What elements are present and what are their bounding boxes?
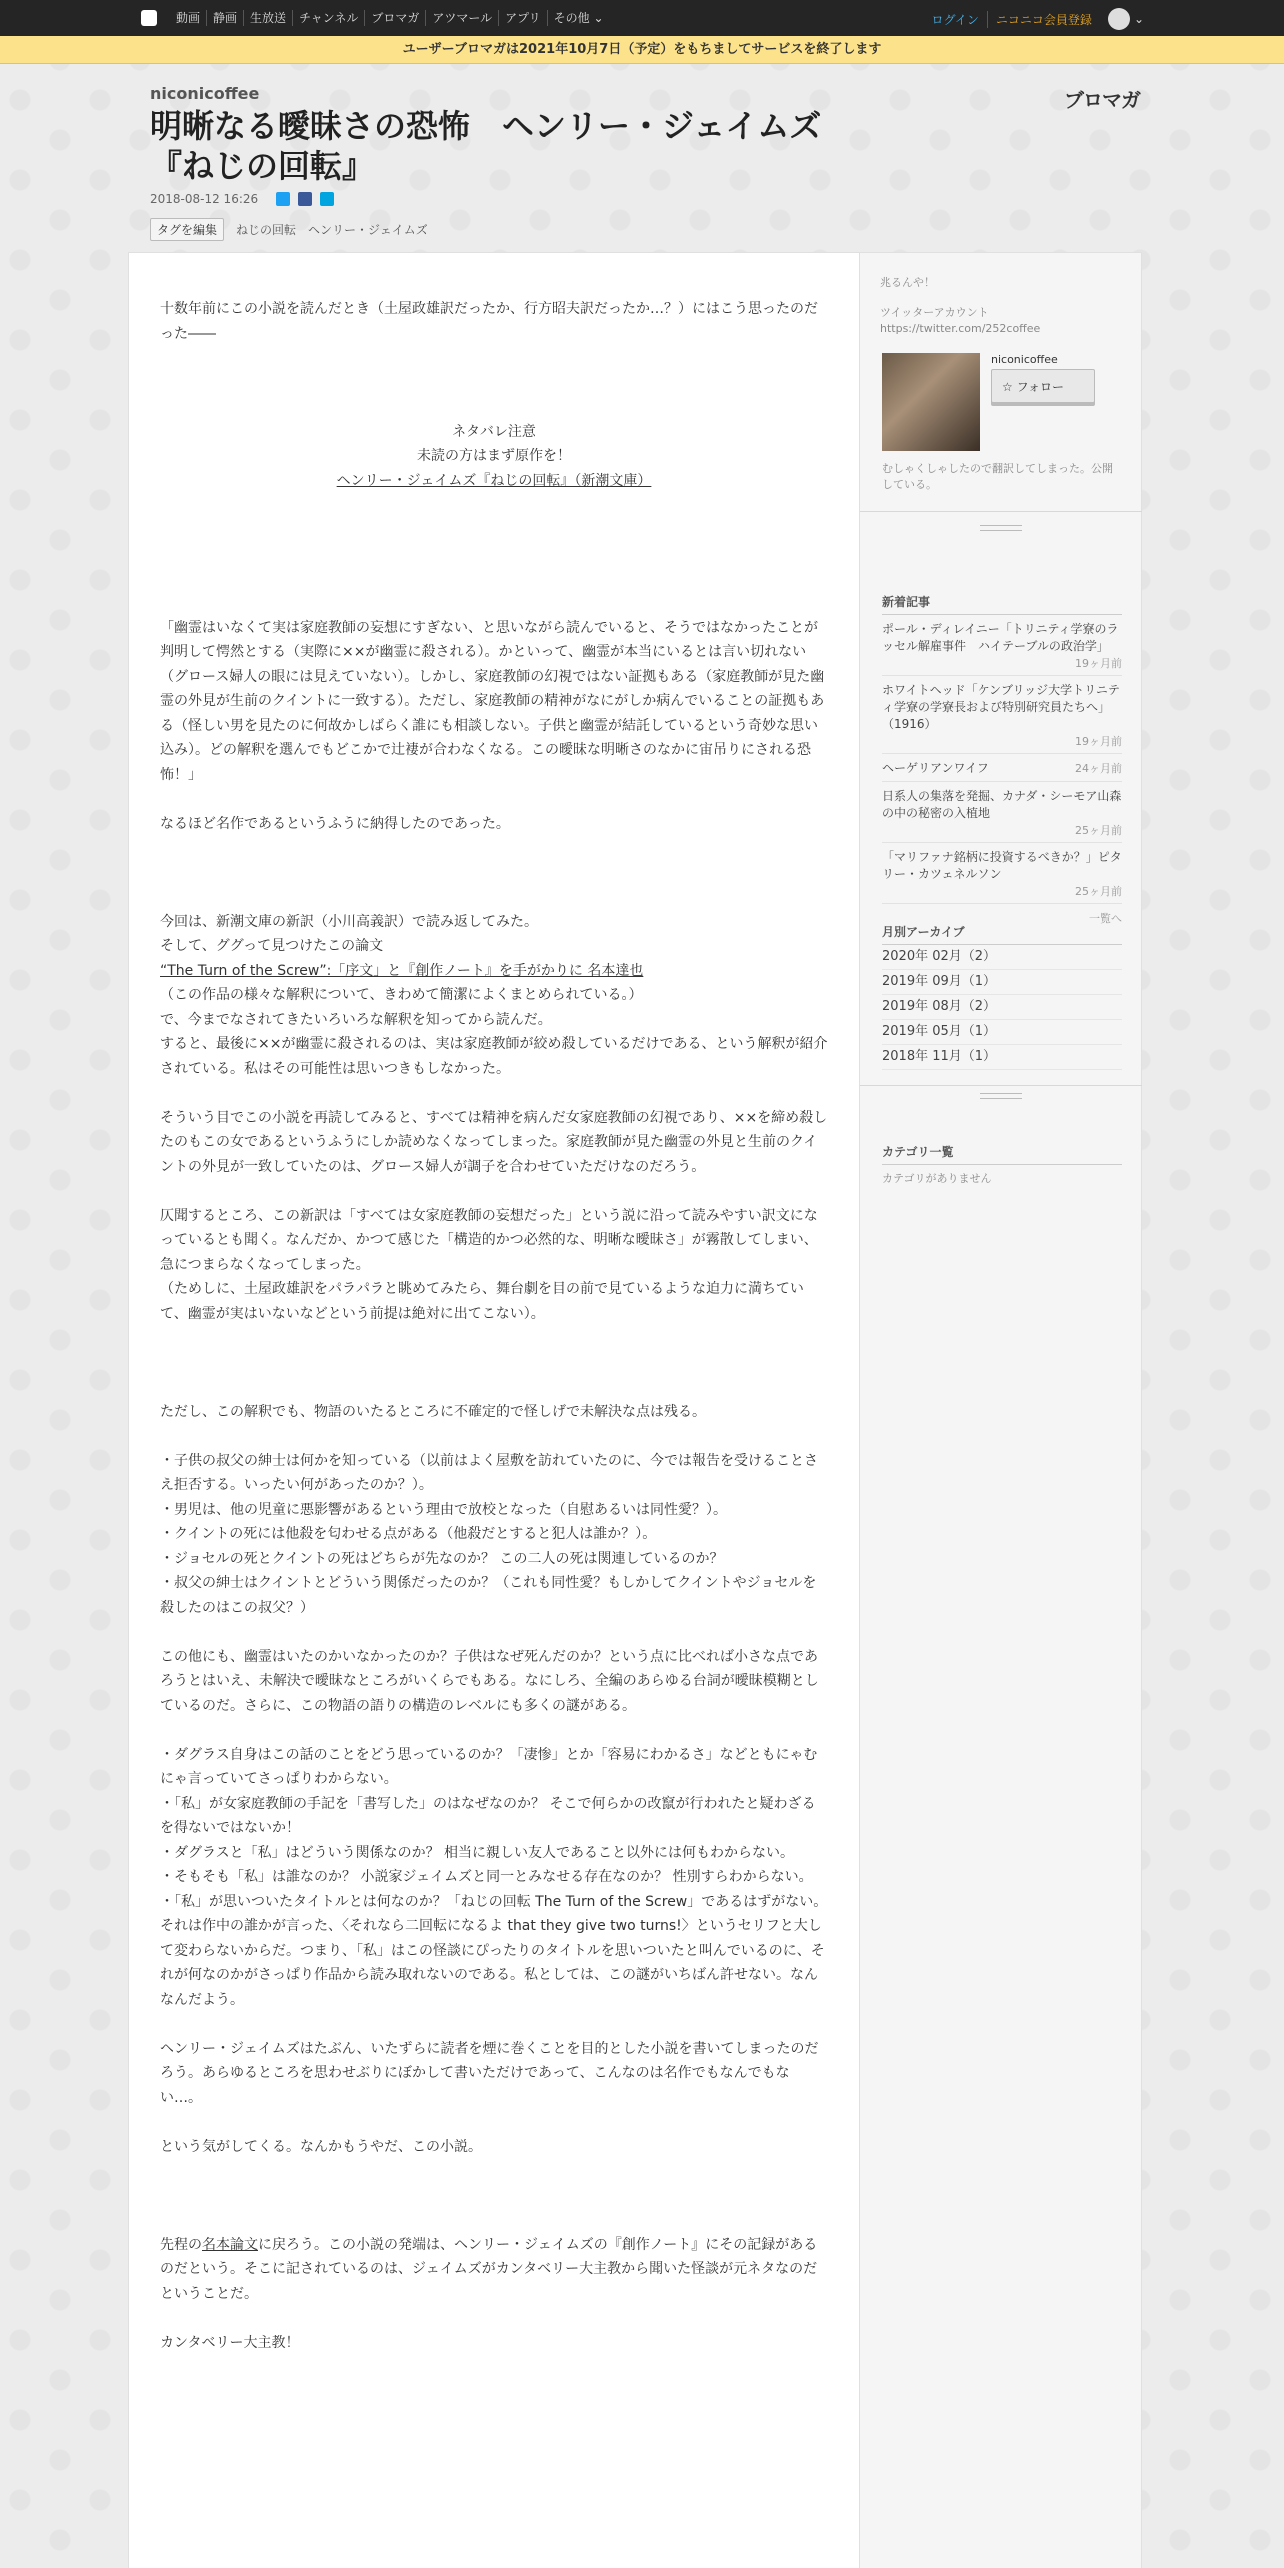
profile-greeting: 兆るんや！ — [880, 276, 935, 289]
more-articles-link[interactable]: 一覧へ — [1089, 912, 1122, 925]
paper-link-inline[interactable]: 名本論文 — [202, 2236, 258, 2253]
twitter-share-icon[interactable] — [276, 192, 290, 206]
follow-label: フォロー — [1016, 380, 1064, 394]
text-fragment: 先程の — [160, 2236, 202, 2253]
nav-link-more[interactable] — [547, 10, 610, 26]
sidebar — [860, 252, 1142, 2568]
profile-avatar[interactable] — [882, 353, 980, 451]
archive-item[interactable]: 2019年 05月（1） — [882, 1020, 1122, 1045]
profile-name[interactable]: niconicoffee — [991, 353, 1058, 366]
niconico-logo-icon[interactable] — [141, 10, 157, 26]
article-paragraph: そういう目でこの小説を再読してみると、すべては精神を病んだ女家庭教師の幻視であり、××を締め殺したのもこの女であるというふうにしか読めなくなってしまった。家庭教師が見た幽霊の外見と生前のクイントの外見が一致していたのは、グロース婦人が調子を合わせていただけなのだろう。 — [160, 1109, 828, 1175]
book-link-line — [160, 469, 828, 494]
list-item: ・「私」が女家庭教師の手記を「書写した」のはなぜなのか？ そこで何らかの改竄が行われたと疑わざるを得ないではないか！ — [160, 1795, 816, 1836]
text-fragment: に戻ろう。この小説の発端は、ヘンリー・ジェイムズの『創作ノート』にその記録があるのだという。そこに記されているのは、ジェイムズがカンタベリー大主教から聞いた怪談が元ネタなのだということだ。 — [160, 2236, 818, 2302]
nav-link-seiga[interactable]: 静画 — [206, 10, 243, 26]
recent-date: 25ヶ月前 — [1075, 824, 1122, 837]
category-empty: カテゴリがありません — [882, 1172, 992, 1185]
article-meta — [150, 192, 334, 206]
archive-item[interactable]: 2018年 11月（1） — [882, 1045, 1122, 1070]
tag-item[interactable]: ねじの回転 — [236, 223, 297, 237]
nav-link-app[interactable]: アプリ — [498, 10, 547, 26]
article-paragraph: 「幽霊はいなくて実は家庭教師の妄想にすぎない、と思いながら読んでいると、そうではなかったことが判明して愕然とする（実際に××が幽霊に殺される）。かといって、幽霊が本当にいるとは言い切れない（グロース婦人の眼には見えていない）。しかし、家庭教師の幻視ではない証拠もある（家庭教師が見た幽霊の外見が生前のクイントに一致する）。ただし、家庭教師の精神がなにがしか病んでいることの証拠もある（怪しい男を見たのに何故かしばらく誰にも相談しない。子供と幽霊が結託しているという奇妙な思い込み）。どの解釈を選んでもどこかで辻褄が合わなくなる。この曖昧な明晰さのなかに宙吊りにされる恐怖！」 — [160, 619, 825, 783]
collapse-grip-icon[interactable] — [980, 525, 1022, 531]
nav-link-more-label: その他 — [553, 11, 590, 25]
recent-title: ホワイトヘッド「ケンブリッジ大学トリニティ学寮の学寮長および特別研究員たちへ」（1916） — [882, 683, 1120, 731]
recent-date: 19ヶ月前 — [1075, 657, 1122, 670]
user-avatar-icon[interactable] — [1108, 8, 1130, 30]
recent-article-item[interactable] — [882, 615, 1122, 676]
article-date: 2018-08-12 16:26 — [150, 192, 259, 206]
list-item: ・そもそも「私」は誰なのか？ 小説家ジェイムズと同一とみなせる存在なのか？ 性別すらわからない。 — [160, 1869, 813, 1885]
article-paragraph — [160, 2233, 828, 2307]
recent-date: 24ヶ月前 — [1075, 762, 1122, 775]
star-icon: ☆ — [1002, 380, 1013, 394]
article-paragraph: という気がしてくる。なんかもうやだ、この小説。 — [160, 2138, 482, 2155]
login-link[interactable]: ログイン — [931, 12, 979, 27]
profile-twitter: ツイッターアカウント https://twitter.com/252coffee — [880, 306, 1041, 335]
nav-link-atsumaru[interactable]: アツマール — [425, 10, 498, 26]
recent-article-item[interactable] — [882, 754, 1122, 782]
nav-link-live[interactable]: 生放送 — [243, 10, 292, 26]
service-end-notice: ユーザーブロマガは2021年10月7日（予定）をもちましてサービスを終了します — [0, 36, 1284, 64]
archive-heading: 月別アーカイブ — [882, 923, 1122, 945]
channel-name[interactable]: niconicoffee — [150, 84, 260, 103]
recent-date: 25ヶ月前 — [1075, 885, 1122, 898]
top-nav-bar — [0, 0, 1284, 36]
category-heading: カテゴリ一覧 — [882, 1143, 1122, 1165]
article-header — [150, 84, 1140, 244]
article-paragraph: この他にも、幽霊はいたのかいなかったのか？子供はなぜ死んだのか？という点に比べれば小さな点であろうとはいえ、未解決で曖昧なところがいくらでもある。なにしろ、全編のあらゆる台詞が曖昧模糊としているのだ。さらに、この物語の語りの構造のレベルにも多くの謎がある。 — [160, 1648, 819, 1714]
archive-item[interactable]: 2019年 08月（2） — [882, 995, 1122, 1020]
nav-right — [924, 8, 1144, 30]
article-paragraph: なるほど名作であるというふうに納得したのであった。 — [160, 815, 510, 832]
recent-article-item[interactable] — [882, 782, 1122, 843]
book-link[interactable]: ヘンリー・ジェイムズ『ねじの回転』（新潮文庫） — [336, 472, 652, 489]
article-paragraph: で、今までなされてきたいろいろな解釈を知ってから読んだ。 — [160, 1011, 552, 1028]
article-paragraph: 今回は、新潮文庫の新訳（小川高義訳）で読み返してみた。 — [160, 913, 538, 930]
collapse-grip-icon[interactable] — [980, 1093, 1022, 1099]
profile-intro — [860, 275, 1142, 337]
chevron-down-icon: ⌄ — [593, 11, 604, 25]
follow-button[interactable] — [991, 369, 1095, 403]
list-item: ・ダグラス自身はこの話のことをどう思っているのか？「凄惨」とか「容易にわかるさ」などともにゃむにゃ言っていてさっぱりわからない。 — [160, 1746, 818, 1787]
recent-title: ポール・ディレイニー「トリニティ学寮のラッセル解雇事件 ハイテーブルの政治学」 — [882, 622, 1119, 653]
article-paragraph: （この作品の様々な解釈について、きわめて簡潔によくまとめられている。） — [160, 987, 643, 1003]
recent-article-item[interactable] — [882, 843, 1122, 904]
article-paragraph: ヘンリー・ジェイムズはたぶん、いたずらに読者を煙に巻くことを目的とした小説を書いてしまったのだろう。あらゆるところを思わせぶりにぼかして書いただけであって、こんなのは名作でもなんでもない…。 — [160, 2040, 819, 2106]
list-item: ・ダグラスと「私」はどういう関係なのか？ 相当に親しい友人であること以外には何もわからない。 — [160, 1844, 795, 1861]
nav-link-channel[interactable]: チャンネル — [292, 10, 364, 26]
recent-title: ヘーゲリアンワイフ — [882, 761, 989, 775]
archive-item[interactable]: 2019年 09月（1） — [882, 970, 1122, 995]
recent-heading: 新着記事 — [882, 593, 1122, 615]
article-paragraph: 十数年前にこの小説を読んだとき（土屋政雄訳だったか、行方昭夫訳だったか…？）にはこう思ったのだった―― — [160, 301, 818, 342]
archive-item[interactable]: 2020年 02月（2） — [882, 945, 1122, 970]
list-item: ・クイントの死には他殺を匂わせる点がある（他殺だとすると犯人は誰か？）。 — [160, 1526, 657, 1542]
facebook-share-icon[interactable] — [298, 192, 312, 206]
paper-link-line — [160, 959, 828, 984]
edit-tags-button[interactable]: タグを編集 — [150, 218, 224, 241]
article-paragraph: カンタベリー大主教！ — [160, 2334, 300, 2351]
recent-title: 日系人の集落を発掘、カナダ・シーモア山森の中の秘密の入植地 — [882, 789, 1122, 820]
recent-article-item[interactable] — [882, 676, 1122, 754]
paper-link[interactable]: “The Turn of the Screw”:「序文」と『創作ノート』を手がかりに 名本達也 — [160, 962, 644, 979]
article-paragraph: そして、ググって見つけたこの論文 — [160, 938, 384, 954]
article-paragraph: ただし、この解釈でも、物語のいたるところに不確定的で怪しげで未解決な点は残る。 — [160, 1403, 706, 1420]
article-paragraph: （ためしに、土屋政雄訳をパラパラと眺めてみたら、舞台劇を目の前で見ているような迫力に満ちていて、幽霊が実はいないなどという前提は絶対に出てこない）。 — [160, 1281, 804, 1322]
chevron-down-icon[interactable]: ⌄ — [1133, 12, 1144, 26]
category-list — [882, 1143, 1122, 1187]
article-body — [128, 252, 860, 2568]
nav-links — [170, 10, 610, 26]
monthly-archive — [882, 923, 1122, 1070]
signup-link[interactable]: ニコニコ会員登録 — [987, 11, 1100, 28]
article-title: 明晰なる曖昧さの恐怖 ヘンリー・ジェイムズ『ねじの回転』 — [150, 107, 822, 185]
list-item: ・子供の叔父の紳士は何かを知っている（以前はよく屋敷を訪れていたのに、今では報告を受けることさえ拒否する。いったい何があったのか？）。 — [160, 1452, 818, 1493]
list-item: ・叔父の紳士はクイントとどういう関係だったのか？（これも同性愛？もしかしてクイントやジョセルを殺したのはこの叔父？） — [160, 1575, 817, 1616]
list-item: ・「私」が思いついたタイトルとは何なのか？「ねじの回転 The Turn of the Screw」であるはずがない。それは作中の誰かが言った、〈それなら二回転になるよ that they give two turns!〉というセリフと大して変わらないからだ。つまり、「私」はこの怪談にぴったりのタイトルを思いついたと叫んでいるのに、それが何なのかがさっぱり作品から読み取れないのである。私としては、この謎がいちばん許せない。なんなんだよう。 — [160, 1893, 828, 2008]
recent-articles — [882, 593, 1122, 926]
article-paragraph: すると、最後に××が幽霊に殺されるのは、実は家庭教師が絞め殺しているだけである、という解釈が紹介されている。私はその可能性は思いつきもしなかった。 — [160, 1036, 828, 1077]
recent-title: 「マリファナ銘柄に投資するべきか？」ピタリー・カツェネルソン — [882, 850, 1122, 881]
nav-link-bromaga[interactable]: ブロマガ — [364, 10, 425, 26]
recent-date: 19ヶ月前 — [1075, 735, 1122, 748]
profile-bio: むしゃくしゃしたので翻訳してしまった。公開している。 — [882, 462, 1113, 491]
spoiler-warning: ネタバレ注意 — [452, 423, 536, 440]
tag-list — [150, 218, 440, 241]
hatena-bookmark-icon[interactable] — [320, 192, 334, 206]
article-paragraph: 仄聞するところ、この新訳は「すべては女家庭教師の妄想だった」という説に沿って読みやすい訳文になっているとも聞く。なんだか、かつて感じた「構造的かつ必然的な、明晰な曖昧さ」が霧散してしまい、急につまらなくなってしまった。 — [160, 1207, 818, 1273]
spoiler-note: 未読の方はまず原作を！ — [417, 448, 571, 464]
bromaga-logo[interactable]: ブロマガ — [1064, 88, 1140, 112]
nav-link-video[interactable]: 動画 — [176, 11, 201, 25]
list-item: ・男児は、他の児童に悪影響があるという理由で放校となった（自慰あるいは同性愛？）。 — [160, 1501, 727, 1518]
tag-item[interactable]: ヘンリー・ジェイムズ — [308, 223, 428, 237]
list-item: ・ジョセルの死とクイントの死はどちらが先なのか？ この二人の死は関連しているのか？ — [160, 1550, 724, 1567]
